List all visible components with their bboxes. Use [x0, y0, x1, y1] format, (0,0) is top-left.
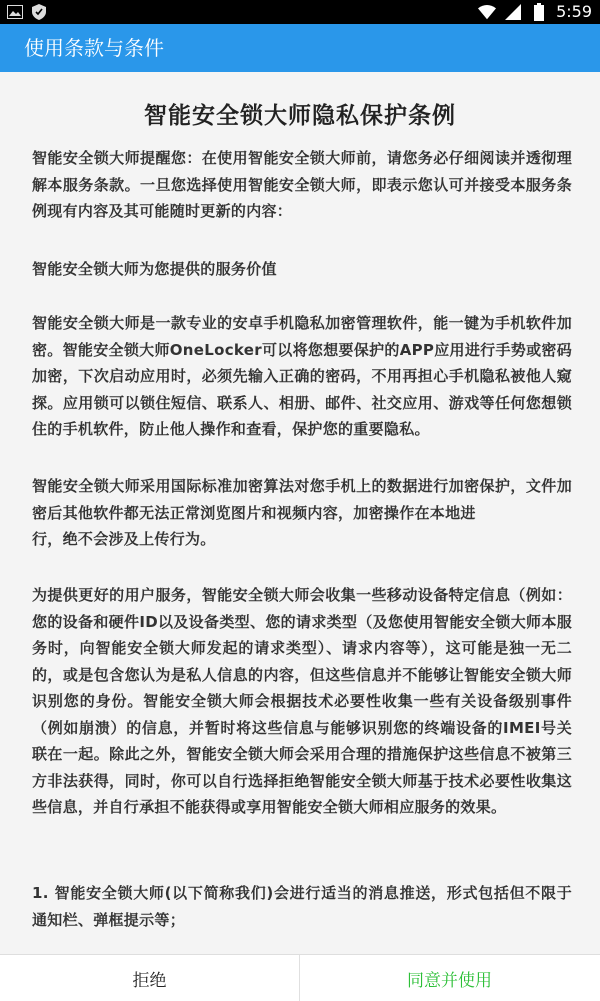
battery-icon	[530, 3, 548, 21]
intro-paragraph: 智能安全锁大师提醒您：在使用智能安全锁大师前，请您务必仔细阅读并透彻理解本服务条款。一旦您选择使用智能安全锁大师，即表示您认可并接受本服务条例现有内容及其可能随时更新的内容：	[32, 149, 572, 220]
app-bar	[0, 24, 600, 72]
page-title: 使用条款与条件	[24, 36, 164, 60]
data-collection-paragraph: 为提供更好的用户服务，智能安全锁大师会收集一些移动设备特定信息（例如：您的设备和硬件ID以及设备类型、您的请求类型（及您使用智能安全锁大师本服务时，向智能安全锁大师发起的请求类型）、请求内容等），这可能是独一无二的，或是包含您认为是私人信息的内容，但这些信息并不能够让智能安全锁大师识别您的身份。智能安全锁大师会根据技术必要性收集一些有关设备级别事件（例如崩溃）的信息，并暂时将这些信息与能够识别您的终端设备的IMEI号关联在一起。除此之外，智能安全锁大师会采用合理的措施保护这些信息不被第三方非法获得，同时，你可以自行选择拒绝智能安全锁大师基于技术必要性收集这些信息，并自行承担不能获得或享用智能安全锁大师相应服务的效果。	[32, 586, 572, 816]
shield-icon	[30, 3, 48, 21]
image-icon	[6, 3, 24, 21]
wifi-icon	[478, 3, 496, 21]
terms-content[interactable]	[0, 72, 600, 954]
reject-button[interactable]: 拒绝	[132, 970, 167, 991]
encryption-paragraph-line-1: 智能安全锁大师采用国际标准加密算法对您手机上的数据进行加密保护，文件加密后其他软件都无法正常浏览图片和视频内容，加密操作在本地进	[32, 477, 572, 522]
numbered-item-1: 1. 智能安全锁大师(以下简称我们)会进行适当的消息推送，形式包括但不限于通知栏、弹框提示等；	[32, 884, 572, 929]
service-paragraph: 智能安全锁大师是一款专业的安卓手机隐私加密管理软件，能一键为手机软件加密。智能安全锁大师OneLocker可以将您想要保护的APP应用进行手势或密码加密，下次启动应用时，必须先输入正确的密码，不用再担心手机隐私被他人窥探。应用锁可以锁住短信、联系人、相册、邮件、社交应用、游戏等任何您想锁住的手机软件，防止他人操作和查看，保护您的重要隐私。	[32, 314, 572, 438]
signal-icon	[504, 3, 522, 21]
accept-button[interactable]: 同意并使用	[407, 970, 492, 991]
status-bar	[0, 0, 600, 24]
action-bar	[0, 954, 600, 1001]
encryption-paragraph-line-2: 行，绝不会涉及上传行为。	[32, 530, 216, 548]
status-time: 5:59	[556, 2, 592, 21]
section-heading: 智能安全锁大师为您提供的服务价值	[32, 260, 277, 278]
document-title: 智能安全锁大师隐私保护条例	[144, 103, 456, 129]
